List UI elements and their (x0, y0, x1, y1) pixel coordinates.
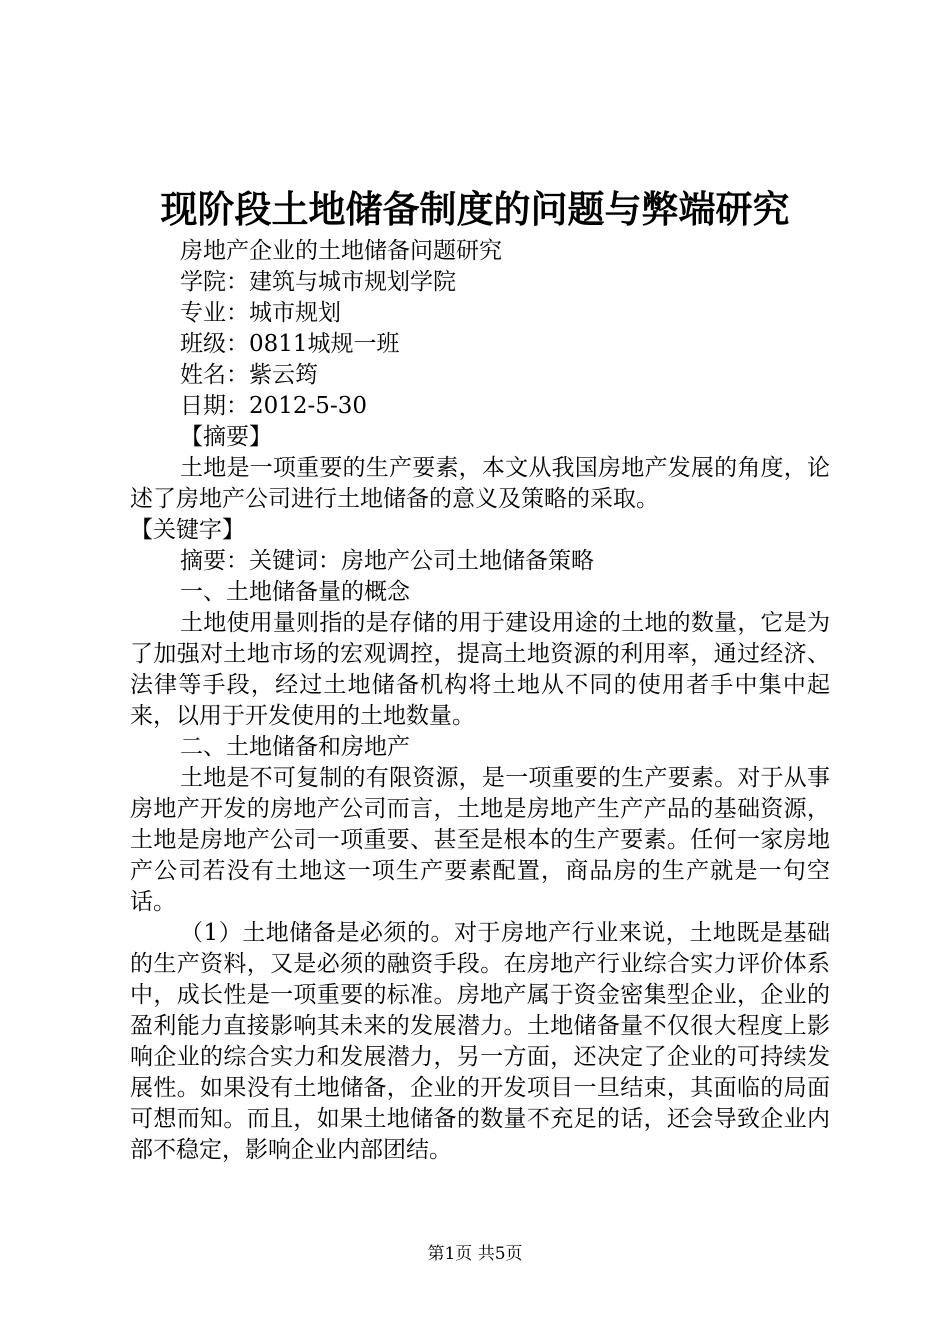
page-footer: 第1页 共5页 (427, 1244, 523, 1264)
keywords-line: 摘要：关键词：房地产公司土地储备策略 (180, 548, 594, 574)
class-line: 班级：0811城规一班 (180, 331, 400, 357)
document-title: 现阶段土地储备制度的问题与弊端研究 (160, 187, 790, 231)
document-body (130, 236, 830, 1166)
keywords-heading: 【关键字】 (130, 517, 245, 543)
abstract-paragraph: 土地是一项重要的生产要素，本文从我国房地产发展的角度，论述了房地产公司进行土地储备的意义及策略的采取。 (130, 455, 830, 512)
college-line: 学院：建筑与城市规划学院 (180, 269, 456, 295)
section1-paragraph: 土地使用量则指的是存储的用于建设用途的土地的数量，它是为了加强对土地市场的宏观调控，提高土地资源的利用率，通过经济、法律等手段，经过土地储备机构将土地从不同的使用者手中集中起来，以用于开发使用的土地数量。 (130, 610, 830, 729)
abstract-heading: 【摘要】 (180, 424, 272, 450)
section2-paragraph-2: （1）土地储备是必须的。对于房地产行业来说，土地既是基础的生产资料，又是必须的融资手段。在房地产行业综合实力评价体系中，成长性是一项重要的标准。房地产属于资金密集型企业，企业的盈利能力直接影响其未来的发展潜力。土地储备量不仅很大程度上影响企业的综合实力和发展潜力，另一方面，还决定了企业的可持续发展性。如果没有土地储备，企业的开发项目一旦结束，其面临的局面可想而知。而且，如果土地储备的数量不充足的话，还会导致企业内部不稳定，影响企业内部团结。 (130, 920, 830, 1163)
date-line: 日期：2012-5-30 (180, 393, 367, 419)
major-line: 专业：城市规划 (180, 300, 341, 326)
section1-heading: 一、土地储备量的概念 (180, 579, 410, 605)
subtitle: 房地产企业的土地储备问题研究 (180, 238, 502, 264)
section2-paragraph-1: 土地是不可复制的有限资源，是一项重要的生产要素。对于从事房地产开发的房地产公司而言，土地是房地产生产产品的基础资源，土地是房地产公司一项重要、甚至是根本的生产要素。任何一家房地产公司若没有土地这一项生产要素配置，商品房的生产就是一句空话。 (130, 765, 830, 915)
section2-heading: 二、土地储备和房地产 (180, 734, 410, 760)
name-line: 姓名：紫云筠 (180, 362, 318, 388)
